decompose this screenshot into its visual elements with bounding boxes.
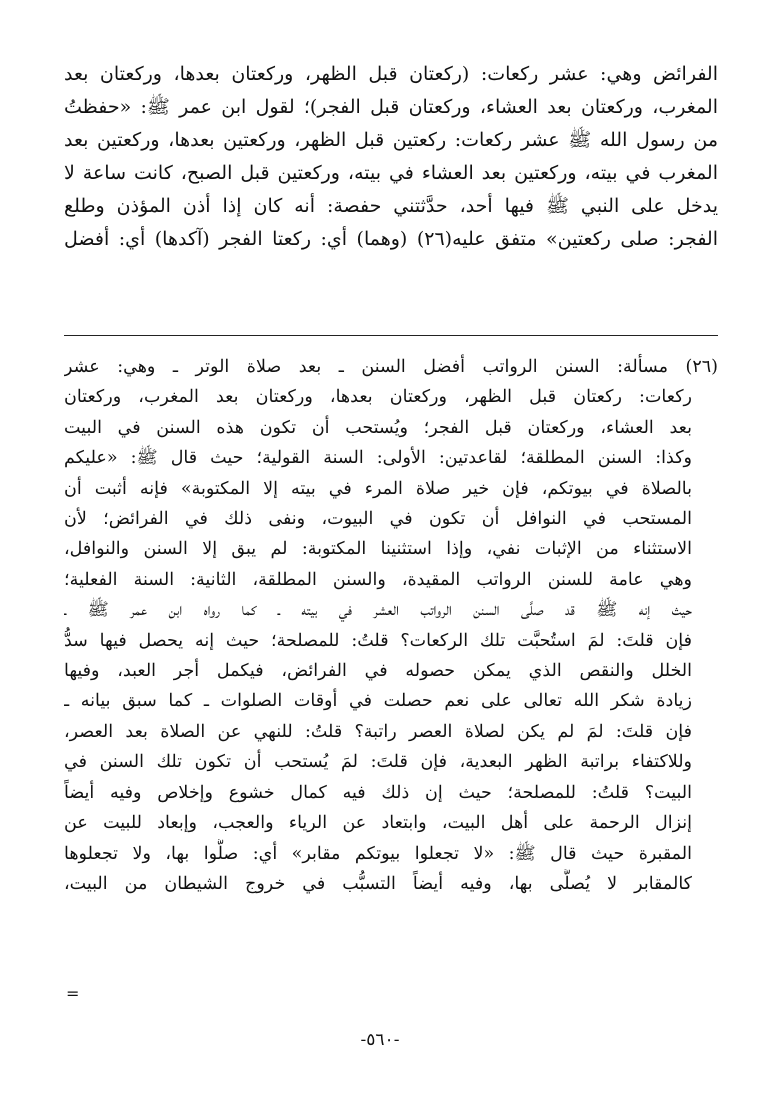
main-text-line: من رسول الله ﷺ عشر ركعات: ركعتين قبل الظهر، وركعتين بعدها، وركعتين بعد xyxy=(64,129,718,151)
main-text-line: الفرائض وهي: عشر ركعات: (ركعتان قبل الظهر، وركعتان بعدها، وركعتان بعد xyxy=(64,63,718,85)
footnote-line: الخلل والنقص الذي يمكن حصوله في الفرائض، فيكمل أجر العبد، وفيها xyxy=(64,661,692,682)
footnote-line: كالمقابر لا يُصلَّى بها، وفيه أيضاً التسبُّب في خروج الشيطان من البيت، xyxy=(64,873,692,894)
footnote xyxy=(64,352,718,899)
footnote-line: فإن قلتَ: لمَ لم يكن لصلاة العصر راتبة؟ قلتُ: للنهي عن الصلاة بعد العصر، xyxy=(64,721,692,742)
footnote-line: وهي عامة للسنن الرواتب المقيدة، والسنن المطلقة، الثانية: السنة الفعلية؛ xyxy=(64,569,692,590)
footnote-line: البيت؟ قلتُ: للمصلحة؛ حيث إن ذلك فيه كمال خشوع وإخلاص وفيه أيضاً xyxy=(64,782,692,803)
main-text-line: يدخل على النبي ﷺ فيها أحد، حدَّثتني حفصة: أنه كان إذا أذن المؤذن وطلع xyxy=(64,195,718,217)
footnote-line: وكذا: السنن المطلقة؛ لقاعدتين: الأولى: السنة القولية؛ حيث قال ﷺ: «عليكم xyxy=(64,448,692,469)
main-text-line: المغرب، وركعتان بعد العشاء، وركعتان قبل الفجر)؛ لقول ابن عمر ﷺ: «حفظتُ xyxy=(64,96,718,118)
footnote-line: المستحب في النوافل أن تكون في البيوت، ونفى ذلك في الفرائض؛ لأن xyxy=(64,509,692,530)
footnote-line: حيث إنه ﷺ قد صلَّى السنن الرواتب العشر في بيته ـ كما رواه ابن عمر ﷺ ـ xyxy=(64,600,692,621)
footnote-line: فإن قلتَ: لمَ استُحبَّت تلك الركعات؟ قلتُ: للمصلحة؛ حيث إنه يحصل فيها سدُّ xyxy=(64,630,692,651)
footnote-line: (٢٦) مسألة: السنن الرواتب أفضل السنن ـ بعد صلاة الوتر ـ وهي: عشر xyxy=(64,357,718,377)
footnote-line: ركعات: ركعتان قبل الظهر، وركعتان بعدها، وركعتان بعد المغرب، وركعتان xyxy=(64,387,692,408)
continuation-mark: = xyxy=(66,984,80,1003)
footnote-line: وللاكتفاء براتبة الظهر البعدية، فإن قلتَ: لمَ يُستحب أن تكون تلك السنن في xyxy=(64,752,692,773)
footnote-line: الاستثناء من الإثبات نفي، وإذا استثنينا المكتوبة: لم يبق إلا السنن والنوافل، xyxy=(64,539,692,560)
main-text-line: الفجر: صلى ركعتين» متفق عليه(٢٦) (وهما) أي: ركعتا الفجر (آكدها) أي: أفضل xyxy=(64,228,718,250)
footnote-line: إنزال الرحمة على أهل البيت، وابتعاد عن الرياء والعجب، وإبعاد للبيت عن xyxy=(64,813,692,834)
footnote-line: بعد العشاء، وركعتان قبل الفجر؛ ويُستحب أن تكون هذه السنن في البيت xyxy=(64,417,692,438)
main-text xyxy=(64,58,718,256)
footnote-line: المقبرة حيث قال ﷺ: «لا تجعلوا بيوتكم مقابر» أي: صلُّوا بها، ولا تجعلوها xyxy=(64,843,692,864)
page-number: -٥٦٠- xyxy=(360,1030,400,1050)
main-text-line: المغرب في بيته، وركعتين بعد العشاء في بيته، وركعتين قبل الصبح، كانت ساعة لا xyxy=(64,162,718,184)
footnote-divider xyxy=(64,335,718,336)
footnote-line: زيادة شكر الله تعالى على نعم حصلت في أوقات الصلوات ـ كما سبق بيانه ـ xyxy=(64,691,692,712)
footnote-line: بالصلاة في بيوتكم، فإن خير صلاة المرء في بيته إلا المكتوبة» فإنه أثبت أن xyxy=(64,478,692,499)
